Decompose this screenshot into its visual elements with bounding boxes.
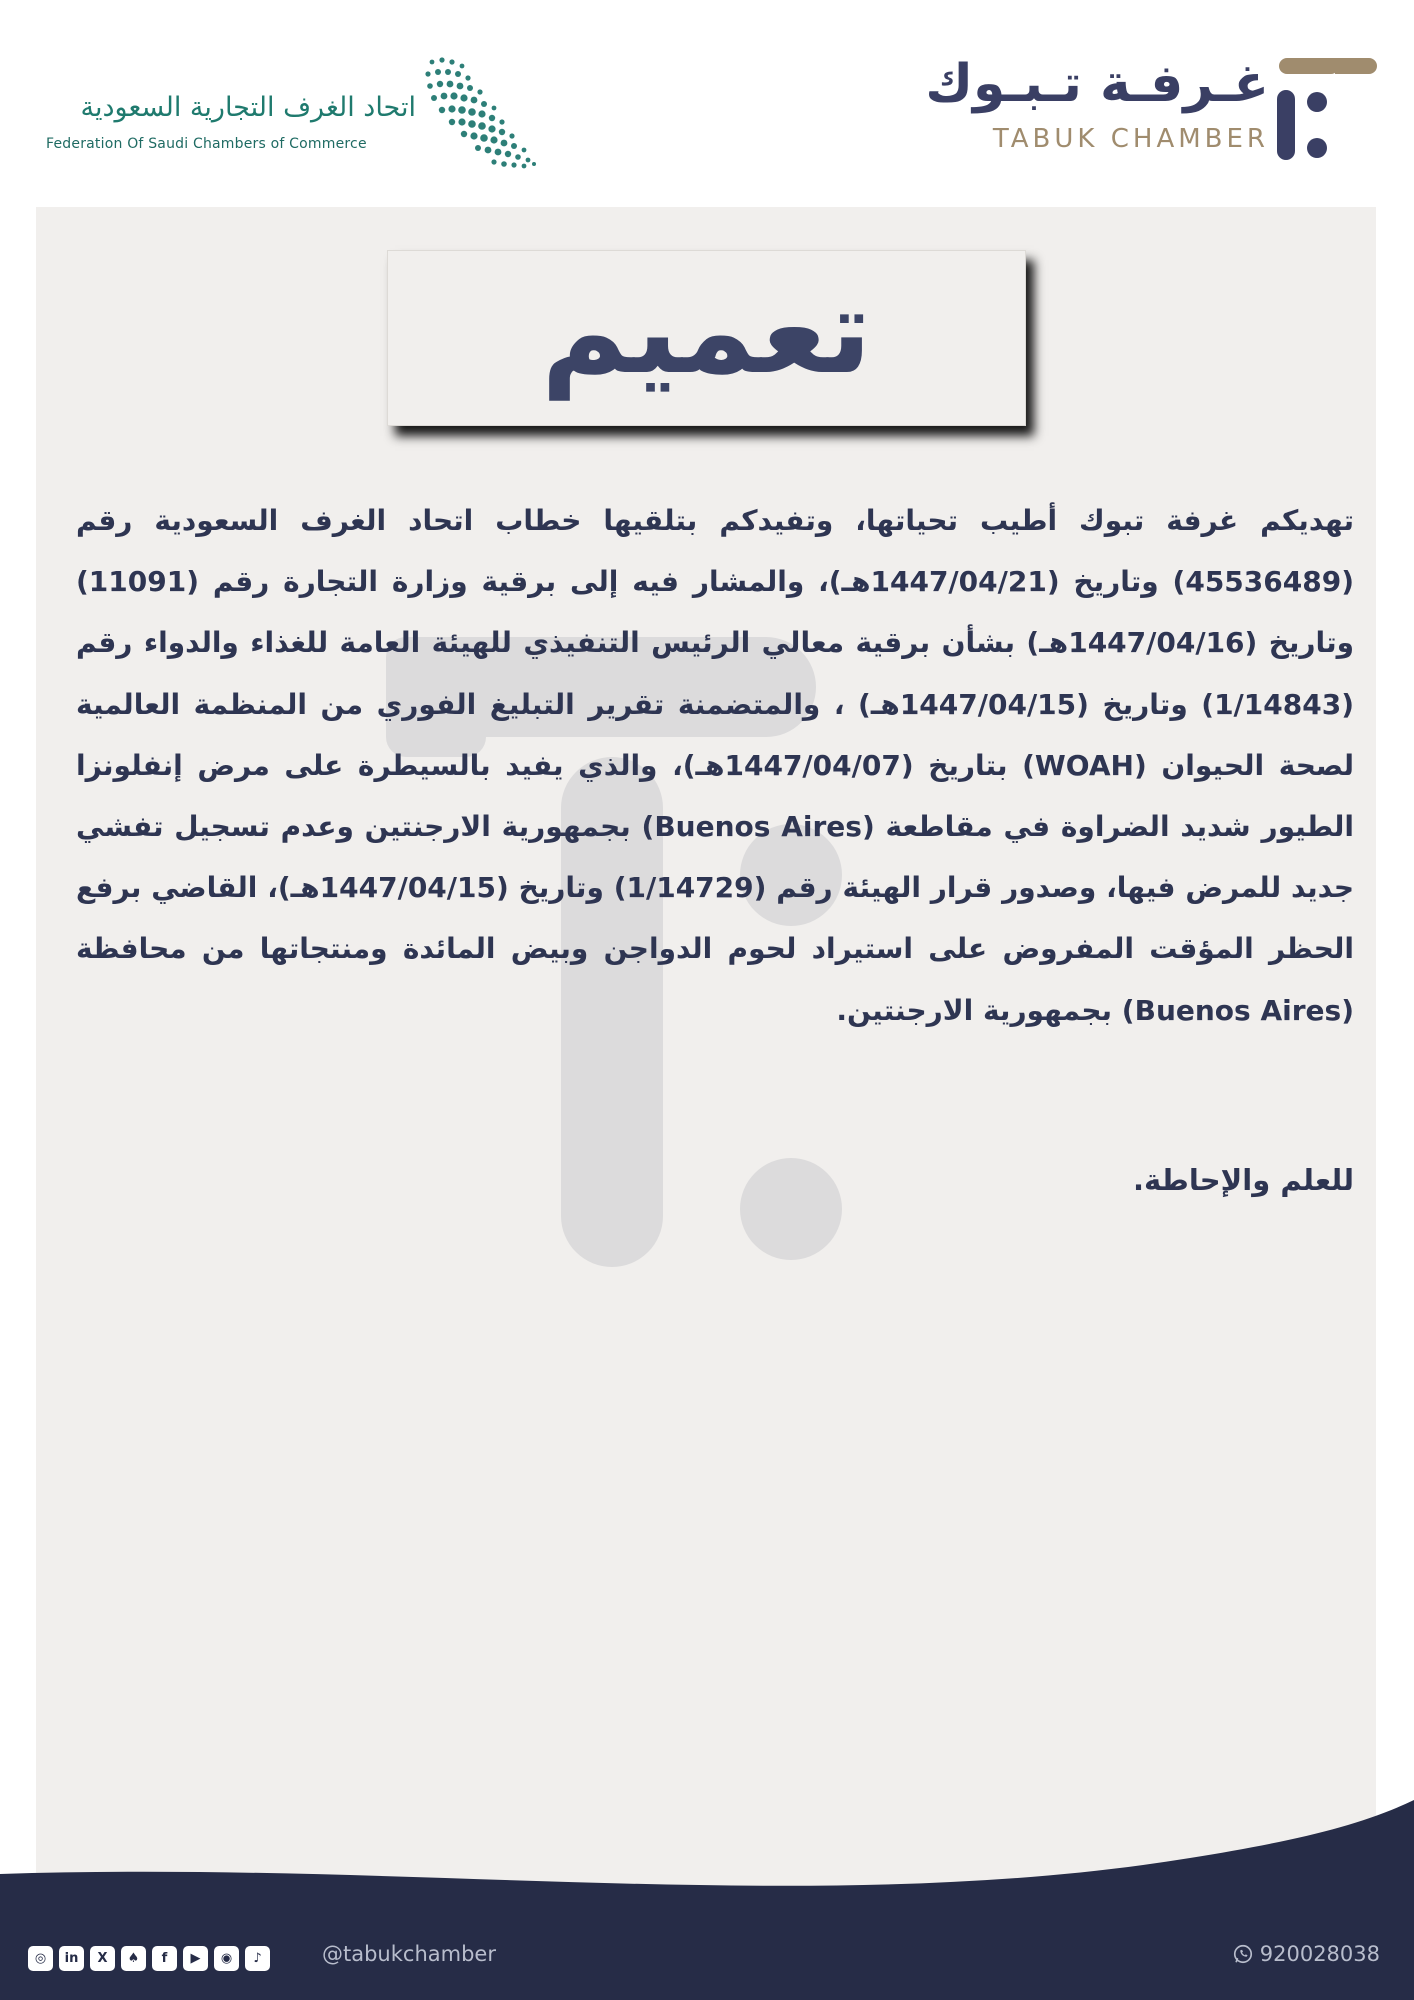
federation-logo: [44, 54, 544, 174]
page-title: تعميم: [541, 262, 872, 400]
tiktok-icon[interactable]: ♪: [245, 1946, 270, 1971]
federation-logo-english: Federation Of Saudi Chambers of Commerce: [46, 136, 367, 152]
snapchat-icon[interactable]: ♠: [121, 1946, 146, 1971]
federation-logo-arabic: اتحاد الغرف التجارية السعودية: [80, 92, 416, 123]
tabuk-logo-arabic: غـرفـة تـبـوك: [925, 54, 1269, 114]
page-header: [0, 0, 1414, 207]
youtube-icon[interactable]: ▶: [183, 1946, 208, 1971]
facebook-icon[interactable]: f: [152, 1946, 177, 1971]
social-links: [28, 1946, 270, 1972]
x-icon[interactable]: X: [90, 1946, 115, 1971]
whatsapp-icon: [1232, 1943, 1254, 1965]
social-handle[interactable]: @tabukchamber: [322, 1942, 496, 1966]
federation-globe-icon: [420, 54, 544, 170]
title-box: [387, 250, 1026, 426]
tabuk-mark-icon: [1273, 56, 1377, 162]
tabuk-logo-english: TABUK CHAMBER: [992, 124, 1269, 154]
closing-line: للعلم والإحاطة.: [1132, 1163, 1354, 1197]
phone-contact[interactable]: [1232, 1942, 1380, 1966]
content-panel: [36, 207, 1376, 1907]
instagram-icon[interactable]: ◉: [214, 1946, 239, 1971]
phone-number: 920028038: [1259, 1942, 1380, 1966]
web-icon[interactable]: ◎: [28, 1946, 53, 1971]
linkedin-icon[interactable]: in: [59, 1946, 84, 1971]
circular-body: تهديكم غرفة تبوك أطيب تحياتها، وتفيدكم بتلقيها خطاب اتحاد الغرف السعودية رقم (45536489) وتاريخ (1447/04/21هـ)، والمشار فيه إلى برقية وزارة التجارة رقم (11091) وتاريخ (1447/04/16هـ) بشأن برقية معالي الرئيس التنفيذي للهيئة العامة للغذاء والدواء رقم (1/14843) وتاريخ (1447/04/15هـ) ، والمتضمنة تقرير التبليغ الفوري من المنظمة العالمية لصحة الحيوان (WOAH) بتاريخ (1447/04/07هـ)، والذي يفيد بالسيطرة على مرض إنفلونزا الطيور شديد الضراوة في مقاطعة (Buenos Aires) بجمهورية الارجنتين وعدم تسجيل تفشي جديد للمرض فيها، وصدور قرار الهيئة رقم (1/14729) وتاريخ (1447/04/15هـ)، القاضي برفع الحظر المؤقت المفروض على استيراد لحوم الدواجن وبيض المائدة ومنتجاتها من محافظة (Buenos Aires) بجمهورية الارجنتين.: [76, 504, 1355, 1027]
tabuk-chamber-logo: [925, 52, 1377, 164]
